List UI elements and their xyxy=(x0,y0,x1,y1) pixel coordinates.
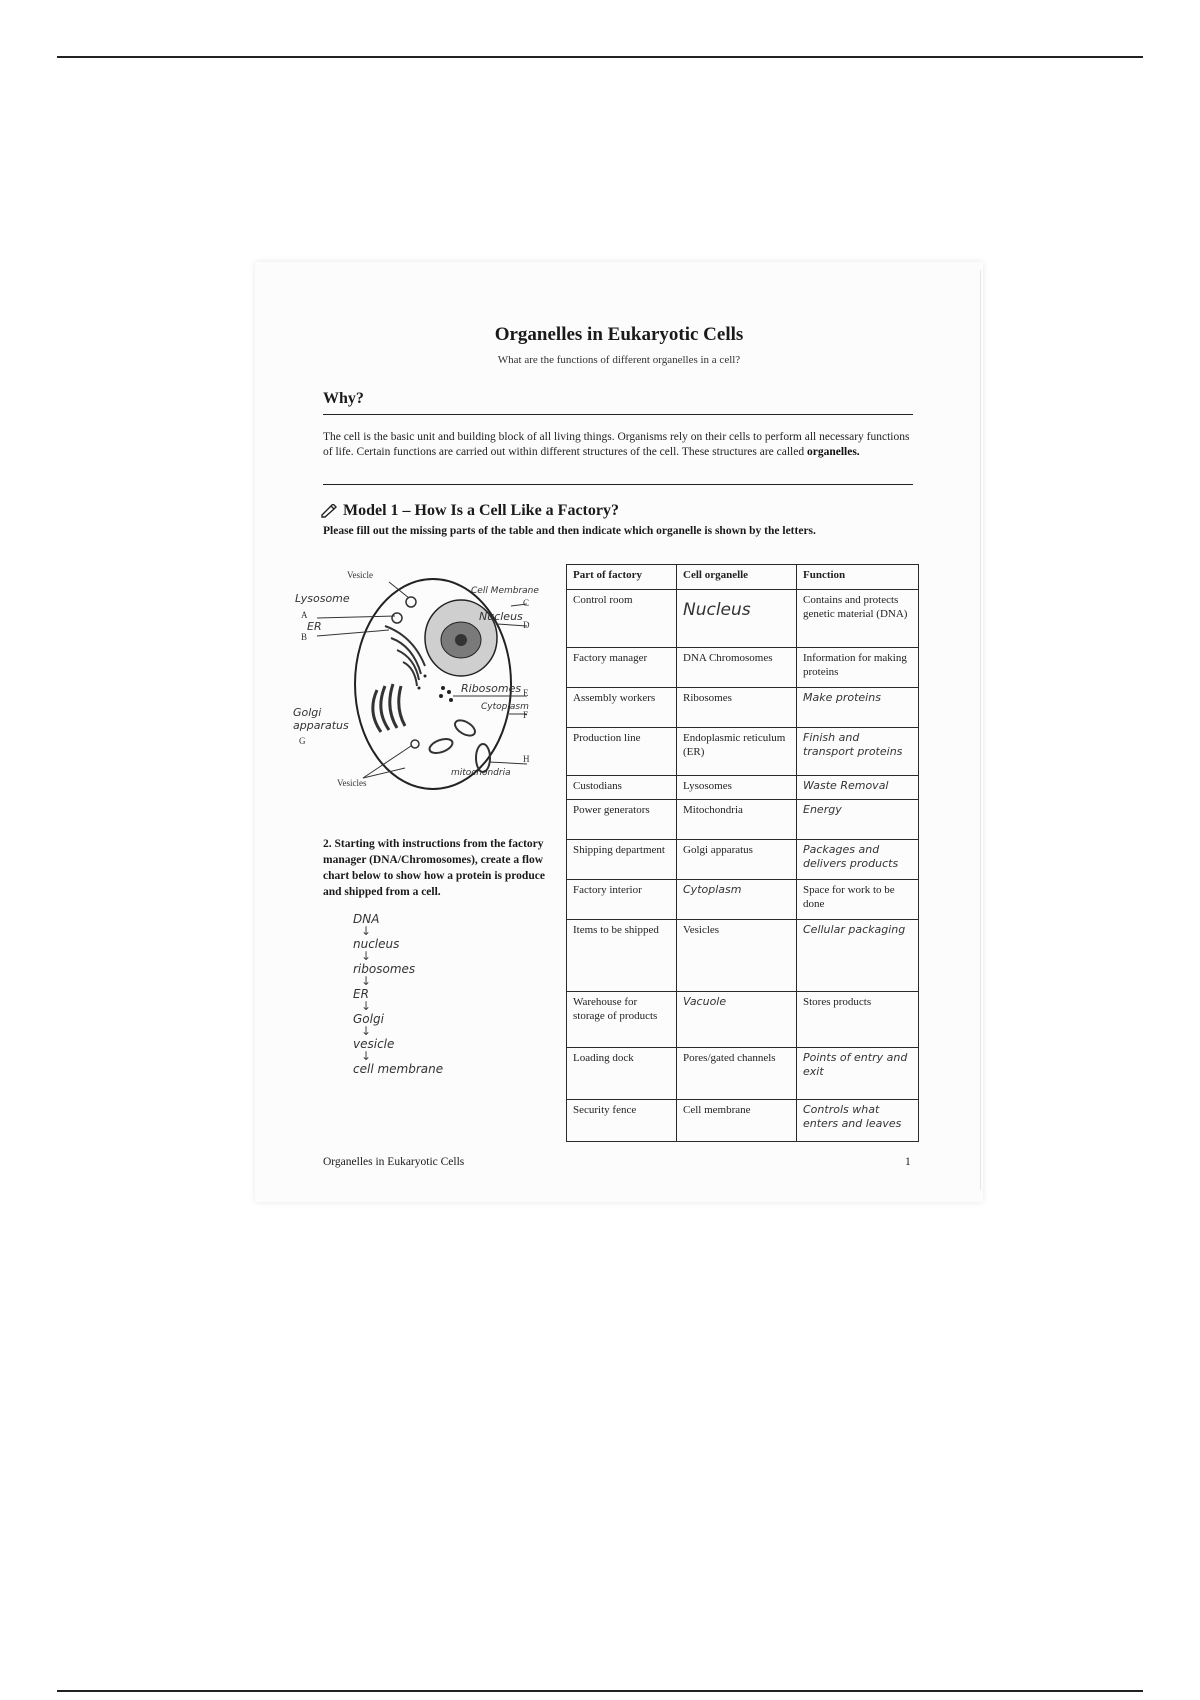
table-cell-organelle: Pores/gated channels xyxy=(677,1048,797,1100)
table-cell-function: Make proteins xyxy=(797,688,919,728)
table-cell-function: Contains and protects genetic material (DNA) xyxy=(797,590,919,648)
table-cell-organelle: Cytoplasm xyxy=(677,880,797,920)
intro-paragraph xyxy=(323,430,913,460)
diagram-letter-c: C xyxy=(523,598,530,608)
flow-step: DNA xyxy=(353,912,380,926)
diagram-hw-golgi: Golgi apparatus xyxy=(293,706,349,732)
diagram-letter-f: F xyxy=(523,710,529,720)
table-row xyxy=(567,880,919,920)
cell-diagram xyxy=(293,568,539,798)
scanned-worksheet xyxy=(255,262,983,1202)
flow-arrow: ↓ xyxy=(361,1049,372,1063)
table-cell-part: Power generators xyxy=(567,800,677,840)
table-cell-function: Finish and transport proteins xyxy=(797,728,919,776)
table-cell-part: Assembly workers xyxy=(567,688,677,728)
table-cell-part: Security fence xyxy=(567,1100,677,1142)
diagram-letter-b: B xyxy=(301,632,308,642)
table-cell-function: Cellular packaging xyxy=(797,920,919,992)
diagram-hw-nucleus: Nucleus xyxy=(479,610,523,623)
diagram-hw-ribosome: Ribosomes xyxy=(461,682,522,695)
table-row xyxy=(567,776,919,800)
footer-title: Organelles in Eukaryotic Cells xyxy=(323,1156,465,1168)
worksheet-title: Organelles in Eukaryotic Cells xyxy=(494,324,744,345)
table-cell-function: Information for making proteins xyxy=(797,648,919,688)
table-cell-organelle: Cell membrane xyxy=(677,1100,797,1142)
intro-text: The cell is the basic unit and building block of all living things. Organisms rely on their cells to perform all necessary functions of life. Certain functions are carried out within different structures of the cell. These structures are called xyxy=(323,431,910,458)
table-cell-part: Warehouse for storage of products xyxy=(567,992,677,1048)
diagram-hw-mitochondria: mitochondria xyxy=(451,768,511,778)
table-row xyxy=(567,1100,919,1142)
table-row xyxy=(567,800,919,840)
divider xyxy=(323,414,913,415)
table-cell-organelle: Endoplasmic reticulum (ER) xyxy=(677,728,797,776)
page-top-rule xyxy=(57,56,1143,58)
table-row xyxy=(567,728,919,776)
table-cell-function: Space for work to be done xyxy=(797,880,919,920)
instructions: Please fill out the missing parts of the table and then indicate which organelle is shown by the letters. xyxy=(323,525,816,537)
page-bottom-rule xyxy=(57,1690,1143,1692)
flow-step: Golgi xyxy=(353,1012,384,1026)
worksheet-subtitle: What are the functions of different organelles in a cell? xyxy=(497,354,741,366)
diagram-hw-cytoplasm: Cytoplasm xyxy=(481,702,529,712)
diagram-letter-g: G xyxy=(299,736,306,746)
diagram-hw-lysosome: Lysosome xyxy=(295,592,350,605)
model-heading xyxy=(321,502,619,520)
diagram-letter-h: H xyxy=(523,754,530,764)
table-cell-part: Loading dock xyxy=(567,1048,677,1100)
factory-organelle-table xyxy=(566,564,919,1142)
table-row xyxy=(567,1048,919,1100)
model-heading-text: Model 1 – How Is a Cell Like a Factory? xyxy=(343,502,619,519)
pencil-icon xyxy=(321,504,337,518)
table-header-row xyxy=(567,565,919,590)
table-cell-organelle: Nucleus xyxy=(677,590,797,648)
table-header: Function xyxy=(797,565,919,590)
diagram-label-vesicles: Vesicles xyxy=(337,778,367,788)
diagram-hw-er: ER xyxy=(307,620,322,633)
table-header: Part of factory xyxy=(567,565,677,590)
diagram-letter-e: E xyxy=(523,688,529,698)
flow-arrow: ↓ xyxy=(361,999,372,1013)
table-cell-organelle: Vesicles xyxy=(677,920,797,992)
table-cell-part: Factory manager xyxy=(567,648,677,688)
table-row xyxy=(567,648,919,688)
table-cell-part: Items to be shipped xyxy=(567,920,677,992)
table-row xyxy=(567,590,919,648)
flow-arrow: ↓ xyxy=(361,1024,372,1038)
table-cell-organelle: Lysosomes xyxy=(677,776,797,800)
page-number: 1 xyxy=(905,1156,911,1168)
flow-arrow: ↓ xyxy=(361,949,372,963)
table-row xyxy=(567,840,919,880)
flow-step: nucleus xyxy=(353,937,400,951)
flow-arrow: ↓ xyxy=(361,924,372,938)
table-cell-function: Waste Removal xyxy=(797,776,919,800)
diagram-hw-cell-membrane: Cell Membrane xyxy=(471,586,539,596)
table-row xyxy=(567,688,919,728)
diagram-label-vesicle: Vesicle xyxy=(347,570,373,580)
table-cell-part: Custodians xyxy=(567,776,677,800)
table-row xyxy=(567,992,919,1048)
table-cell-part: Shipping department xyxy=(567,840,677,880)
table-cell-function: Points of entry and exit xyxy=(797,1048,919,1100)
divider xyxy=(323,484,913,485)
table-cell-function: Controls what enters and leaves xyxy=(797,1100,919,1142)
flow-step: ribosomes xyxy=(353,962,416,976)
why-heading: Why? xyxy=(323,390,364,407)
flow-step: vesicle xyxy=(353,1037,395,1051)
table-header: Cell organelle xyxy=(677,565,797,590)
diagram-letter-d: D xyxy=(523,620,530,630)
flow-step: ER xyxy=(353,987,369,1001)
intro-bold-term: organelles. xyxy=(806,446,860,458)
table-cell-organelle: Mitochondria xyxy=(677,800,797,840)
table-cell-organelle: Ribosomes xyxy=(677,688,797,728)
table-cell-function: Stores products xyxy=(797,992,919,1048)
table-row xyxy=(567,920,919,992)
protein-flow-chart xyxy=(353,912,513,1076)
table-cell-organelle: Golgi apparatus xyxy=(677,840,797,880)
table-cell-organelle: Vacuole xyxy=(677,992,797,1048)
table-cell-part: Production line xyxy=(567,728,677,776)
table-cell-part: Factory interior xyxy=(567,880,677,920)
table-cell-part: Control room xyxy=(567,590,677,648)
table-cell-function: Packages and delivers products xyxy=(797,840,919,880)
diagram-letter-a: A xyxy=(301,610,308,620)
question-2: 2. Starting with instructions from the factory manager (DNA/Chromosomes), create a flow chart below to show how a protein is produce and shipped from a cell. xyxy=(323,838,545,898)
flow-arrow: ↓ xyxy=(361,974,372,988)
table-cell-function: Energy xyxy=(797,800,919,840)
table-cell-organelle: DNA Chromosomes xyxy=(677,648,797,688)
flow-step: cell membrane xyxy=(353,1062,444,1076)
